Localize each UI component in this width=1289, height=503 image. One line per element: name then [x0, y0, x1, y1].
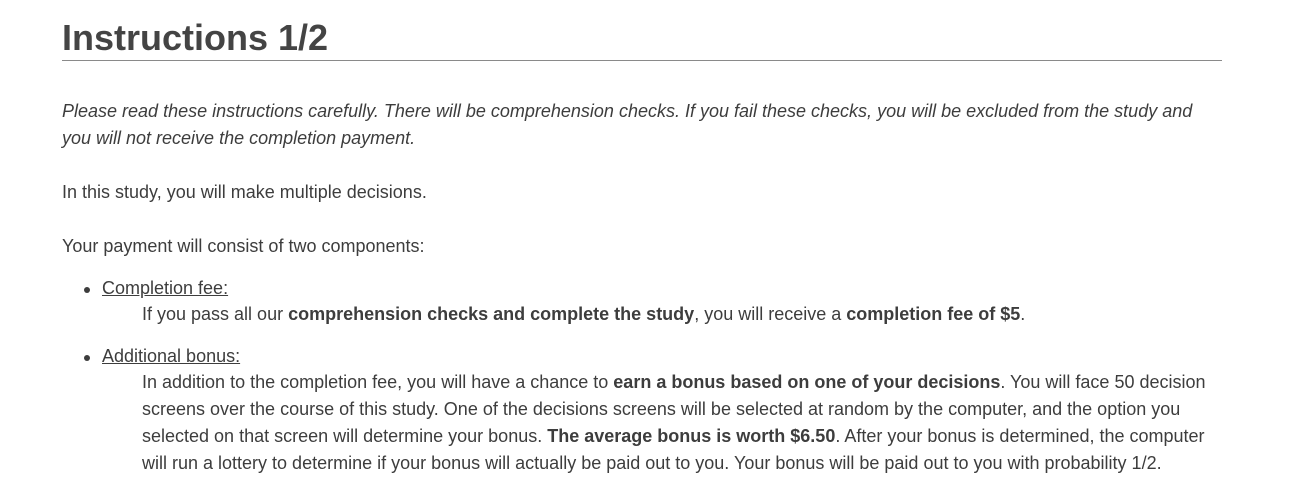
bonus-bold-2: The average bonus is worth $6.50 [547, 426, 836, 446]
bonus-text-3: . After your bonus is determined, the computer will run a lottery to determine if your bonus will actually be paid out to you. Your bonus will be paid out to you with probability 1/2. [142, 426, 1205, 473]
payment-intro-text: Your payment will consist of two components: [62, 236, 425, 256]
completion-bold-2: completion fee of $5 [846, 304, 1021, 324]
title-divider [62, 60, 1222, 61]
bullet-icon [84, 355, 90, 361]
page-title: Instructions 1/2 [62, 17, 329, 58]
additional-bonus-description [102, 369, 1222, 477]
intro-text: In this study, you will make multiple decisions. [62, 182, 427, 202]
payment-components-list [62, 275, 1222, 477]
completion-fee-description [102, 301, 1222, 328]
bonus-text-2: . You will face 50 decision screens over the course of this study. One of the decisions screens will be selected at random by the computer, and the option you selected on that screen will determine your bonus. [142, 372, 1206, 446]
list-item-completion-fee [62, 275, 1222, 328]
additional-bonus-title: Additional bonus: [102, 346, 241, 366]
instructions-page [62, 0, 1222, 477]
bonus-text-1: In addition to the completion fee, you will have a chance to [142, 372, 614, 392]
warning-text: Please read these instructions carefully. There will be comprehension checks. If you fail these checks, you will be excluded from the study and you will not receive the completion payment. [62, 101, 1193, 148]
completion-fee-title: Completion fee: [102, 278, 229, 298]
bullet-icon [84, 287, 90, 293]
list-item-additional-bonus [62, 343, 1222, 477]
completion-text-3: . [1020, 304, 1026, 324]
completion-bold-1: comprehension checks and complete the study [288, 304, 695, 324]
bonus-bold-1: earn a bonus based on one of your decisions [613, 372, 1001, 392]
completion-text-1: If you pass all our [142, 304, 289, 324]
completion-text-2: , you will receive a [694, 304, 847, 324]
